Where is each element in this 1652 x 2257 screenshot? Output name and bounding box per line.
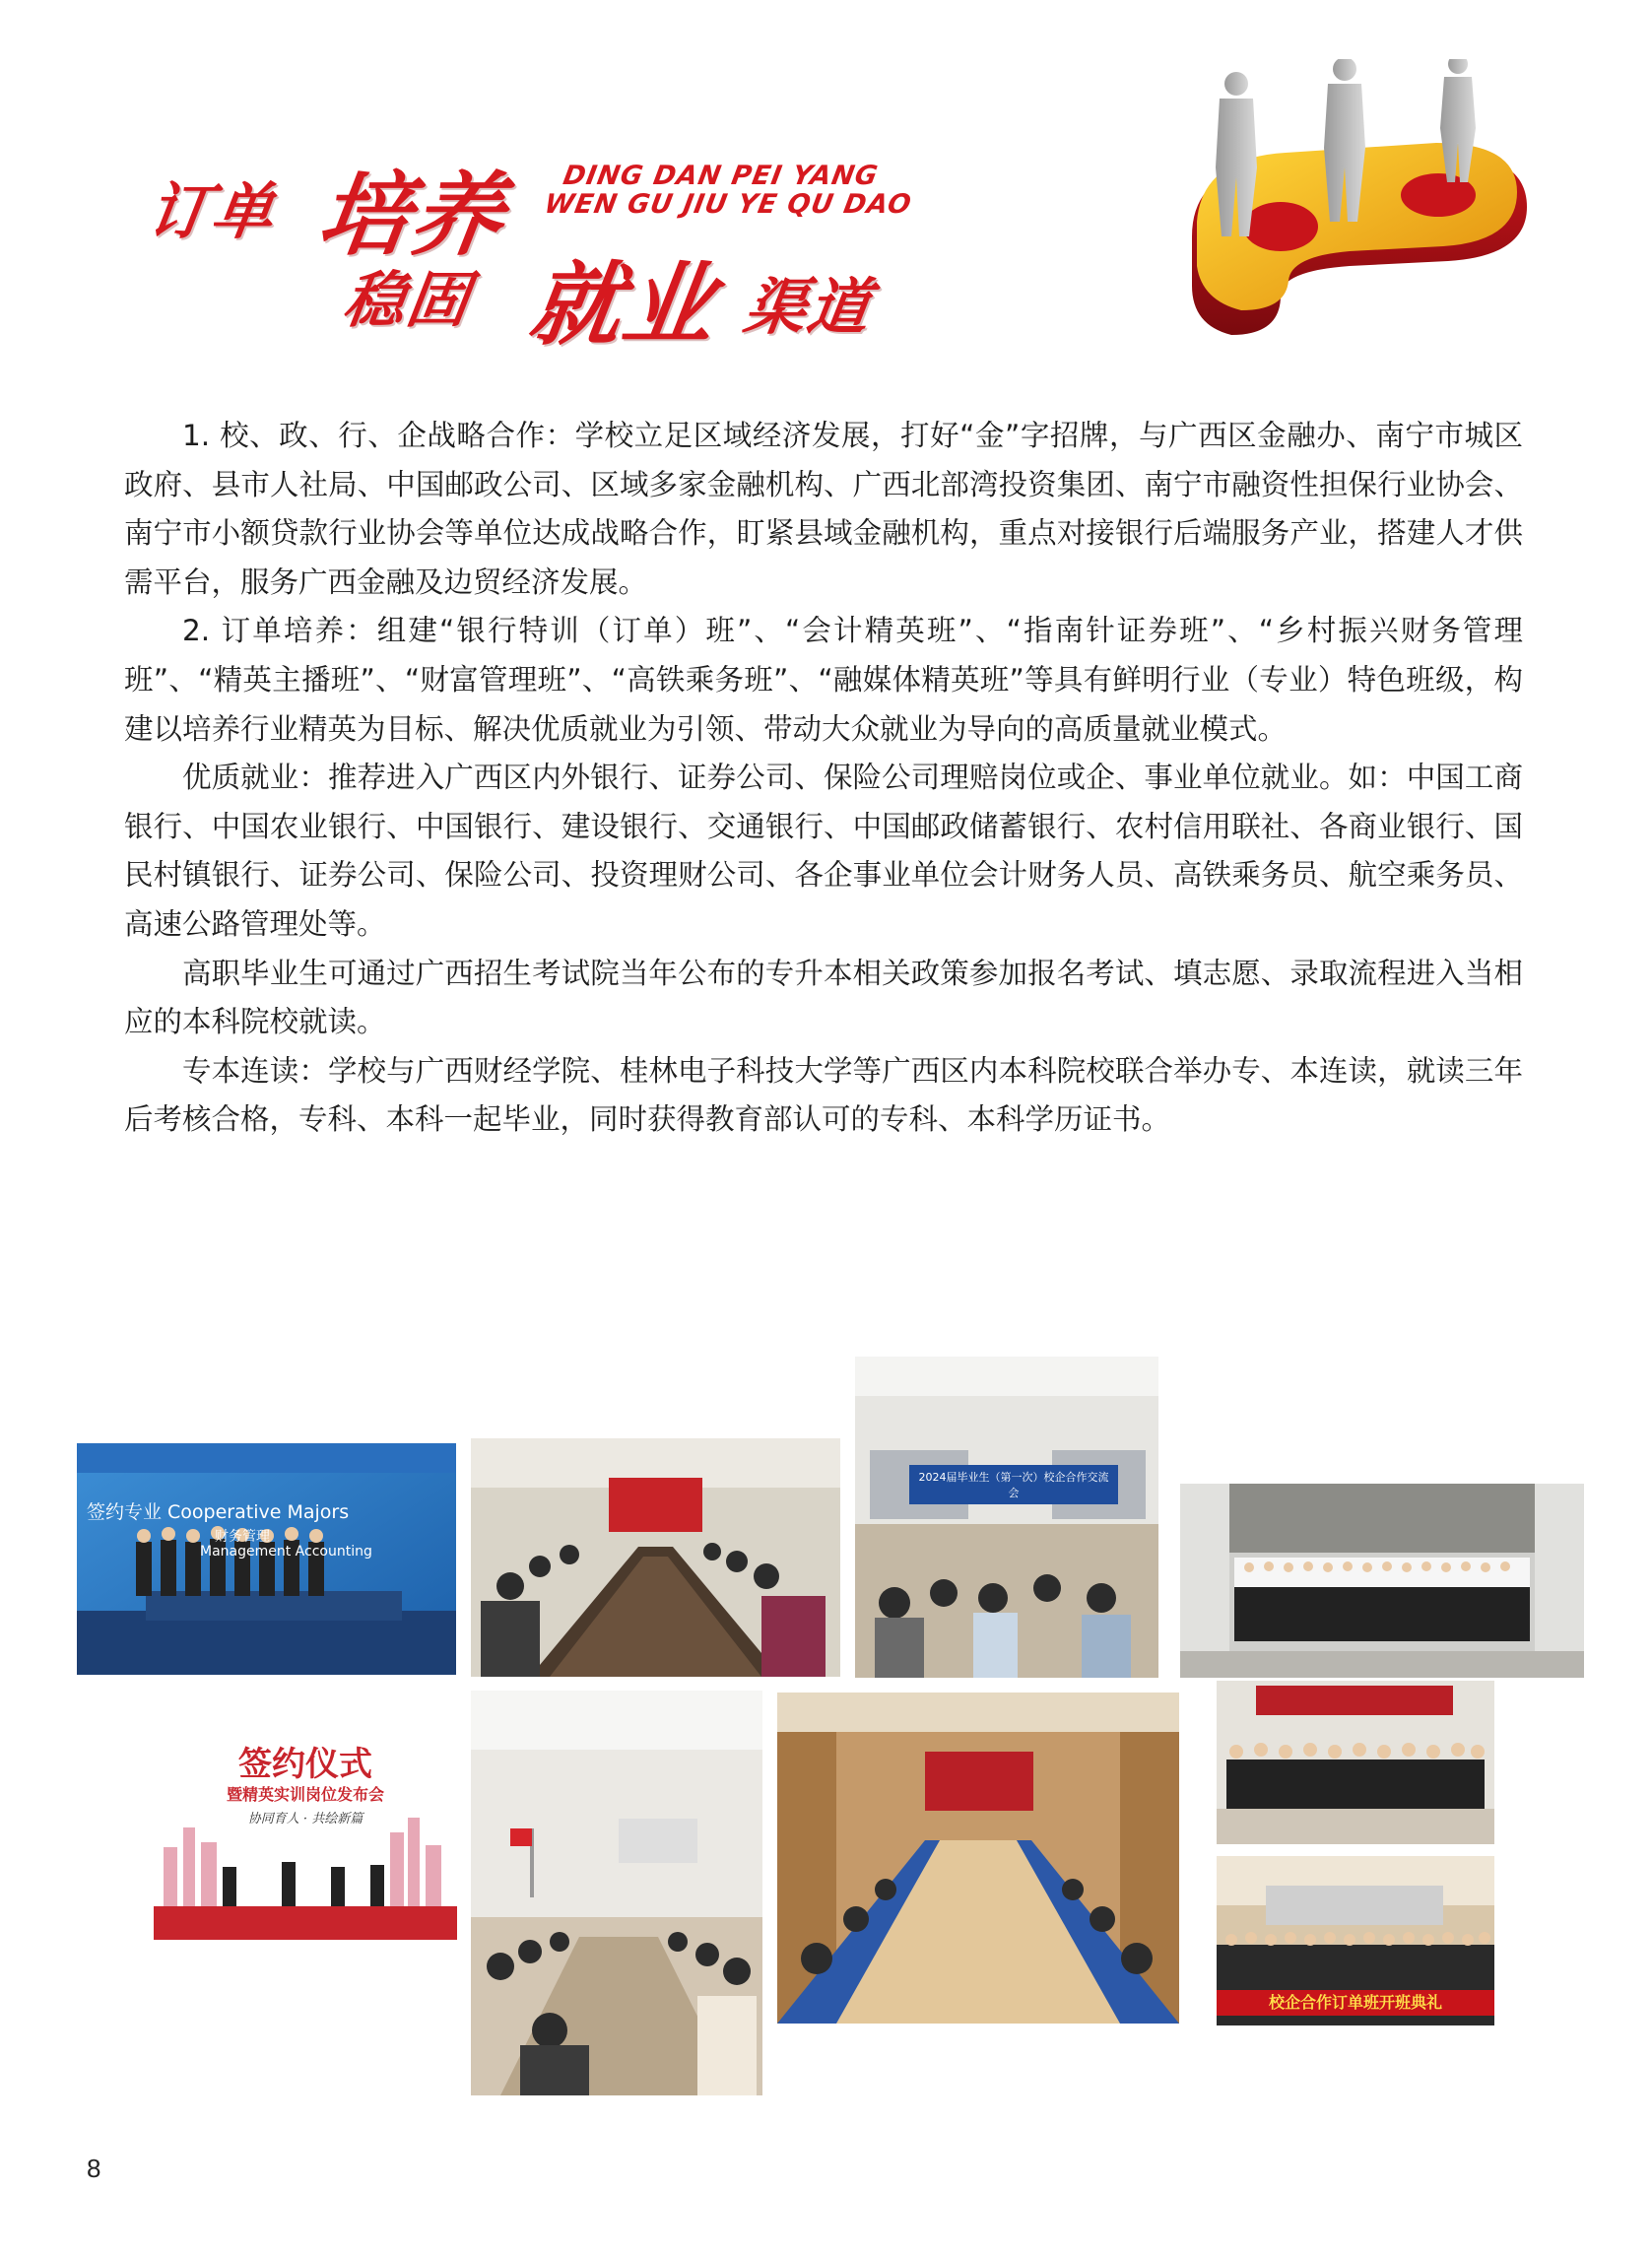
photo-class-opening — [1217, 1856, 1494, 2025]
title-word-qudao: 渠道 — [740, 271, 877, 343]
photo-ceremony-poster — [154, 1729, 457, 1940]
business-people-illustration — [1172, 59, 1547, 355]
ceremony-subtitle: 暨精英实训岗位发布会 — [226, 1785, 384, 1804]
ceremony-motto: 协同育人 · 共绘新篇 — [247, 1812, 363, 1826]
photo-group-building — [1180, 1484, 1584, 1678]
title-pinyin-line2: WEN GU JIU YE QU DAO — [542, 189, 914, 220]
paragraph-strategic-cooperation: 1. 校、政、行、企战略合作：学校立足区域经济发展，打好“金”字招牌，与广西区金融办、南宁市城区政府、县市人社局、中国邮政公司、区域多家金融机构、广西北部湾投资集团、南宁市融资性担保行业协会、南宁市小额贷款行业协会等单位达成战略合作，盯紧县域金融机构，重点对接银行后端服务产业，搭建人才供需平台，服务广西金融及边贸经济发展。 — [124, 419, 1523, 599]
paragraph-quality-employment: 优质就业：推荐进入广西区内外银行、证券公司、保险公司理赔岗位或企、事业单位就业。如：中国工商银行、中国农业银行、中国银行、建设银行、交通银行、中国邮政储蓄银行、农村信用联社、各商业银行、国民村镇银行、证券公司、保险公司、投资理财公司、各企事业单位会计财务人员、高铁乘务员、航空乘务员、高速公路管理处等。 — [124, 761, 1523, 941]
signing-caption-line1: 签约专业 Cooperative Majors — [87, 1501, 350, 1523]
signing-caption-line2: 财务管理 — [215, 1529, 270, 1545]
photo-conference-room — [471, 1438, 840, 1677]
paragraph-upgrade-exam: 高职毕业生可通过广西招生考试院当年公布的专升本相关政策参加报名考试、填志愿、录取流程进入当相应的本科院校就读。 — [124, 956, 1523, 1039]
meeting-banner: 2024届毕业生（第一次）校企合作交流会 — [909, 1465, 1118, 1504]
title-word-peiyang: 培养 — [311, 163, 512, 268]
article-body — [124, 412, 1523, 1145]
photo-signing-event — [77, 1443, 456, 1675]
title-word-wengu: 稳固 — [339, 264, 476, 336]
ceremony-title: 签约仪式 — [238, 1745, 372, 1784]
class-opening-banner: 校企合作订单班开班典礼 — [1217, 1990, 1494, 2016]
photo-meeting-flags — [471, 1691, 762, 2095]
paragraph-order-training: 2. 订单培养：组建“银行特训（订单）班”、“会计精英班”、“指南针证券班”、“乡村振兴财务管理班”、“精英主播班”、“财富管理班”、“高铁乘务班”、“融媒体精英班”等具有鲜明行业（专业）特色班级，构建以培养行业精英为目标、解决优质就业为引领、带动大众就业为导向的高质量就业模式。 — [124, 614, 1523, 746]
signing-caption-line3: Management Accounting — [200, 1544, 372, 1560]
photo-long-conference-table — [777, 1693, 1179, 2024]
photo-group-indoor — [1217, 1681, 1494, 1844]
photo-exchange-meeting — [855, 1357, 1158, 1678]
page-number: 8 — [87, 2154, 101, 2183]
paragraph-continuous-study: 专本连读：学校与广西财经学院、桂林电子科技大学等广西区内本科院校联合举办专、本连读，就读三年后考核合格，专科、本科一起毕业，同时获得教育部认可的专科、本科学历证书。 — [124, 1053, 1523, 1137]
title-pinyin-line1: DING DAN PEI YANG — [561, 161, 881, 191]
title-word-jiuye: 就业 — [523, 252, 724, 358]
title-word-dingdan: 订单 — [144, 175, 281, 247]
